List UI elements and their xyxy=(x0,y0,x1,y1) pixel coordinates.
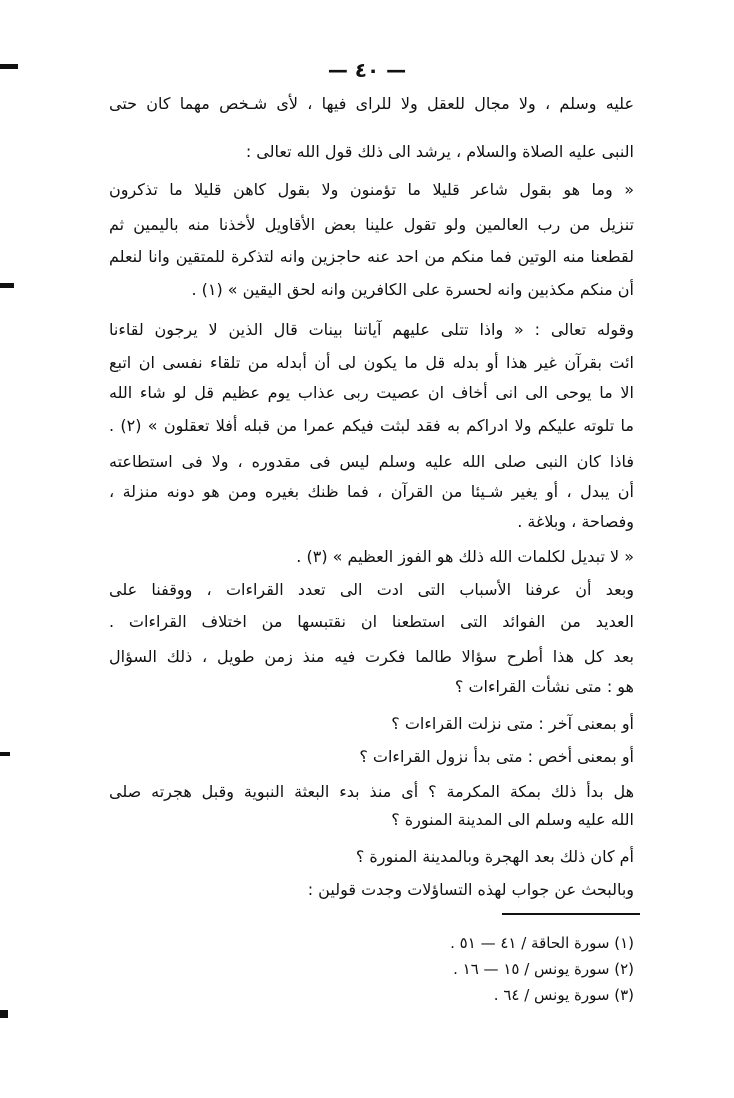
text-line: أو بمعنى أخص : متى بدأ نزول القراءات ؟ xyxy=(359,747,634,766)
quran-quote-line: أن منكم مكذبين وانه لحسرة على الكافرين وانه لحق اليقين » (١) . xyxy=(191,280,634,299)
page-number: — ٤٠ — xyxy=(327,58,407,82)
footnote: (١) سورة الحاقة / ٤١ — ٥١ . xyxy=(450,934,634,952)
text-line: وفصاحة ، وبلاغة . xyxy=(517,512,634,531)
footnote: (٣) سورة يونس / ٦٤ . xyxy=(493,986,634,1004)
footnote: (٢) سورة يونس / ١٥ — ١٦ . xyxy=(453,960,634,978)
text-line: عليه وسلم ، ولا مجال للعقل ولا للراى فيها ، لأى شـخص مهما كان حتى xyxy=(109,94,634,113)
quran-quote-line: ائت بقرآن غير هذا أو بدله قل ما يكون لى أن أبدله من تلقاء نفسى ان اتبع xyxy=(109,353,634,372)
text-line: هو : متى نشأت القراءات ؟ xyxy=(454,677,634,696)
quran-quote-line: « وما هو بقول شاعر قليلا ما تؤمنون ولا بقول كاهن قليلا ما تذكرون xyxy=(109,180,634,199)
quran-quote-line: ما تلوته عليكم ولا ادراكم به فقد لبثت فيكم عمرا من قبله أفلا تعقلون » (٢) . xyxy=(109,416,634,435)
text-line: فاذا كان النبى صلى الله عليه وسلم ليس فى مقدوره ، ولا فى استطاعته xyxy=(109,452,634,471)
text-line: وبعد أن عرفنا الأسباب التى ادت الى تعدد القراءات ، ووقفنا على xyxy=(109,580,634,599)
text-line: وبالبحث عن جواب لهذه التساؤلات وجدت قولين : xyxy=(307,880,634,899)
quran-quote-line: تنزيل من رب العالمين ولو تقول علينا بعض الأقاويل لأخذنا منه باليمين ثم xyxy=(109,215,634,234)
scan-edge-mark xyxy=(0,752,10,756)
text-line: أو بمعنى آخر : متى نزلت القراءات ؟ xyxy=(391,714,634,733)
text-line: العديد من الفوائد التى استطعنا ان نقتبسها من اختلاف القراءات . xyxy=(109,612,634,631)
quran-quote-line: وقوله تعالى : « واذا تتلى عليهم آياتنا بينات قال الذين لا يرجون لقاءنا xyxy=(109,320,634,339)
quran-quote-line: « لا تبديل لكلمات الله ذلك هو الفوز العظيم » (٣) . xyxy=(296,547,634,566)
text-line: الله عليه وسلم الى المدينة المنورة ؟ xyxy=(391,810,634,829)
text-line: أن يبدل ، أو يغير شـيئا من القرآن ، فما ظنك بغيره ومن هو دونه منزلة ، xyxy=(109,482,634,501)
text-line: أم كان ذلك بعد الهجرة وبالمدينة المنورة ؟ xyxy=(355,847,634,866)
text-line: النبى عليه الصلاة والسلام ، يرشد الى ذلك قول الله تعالى : xyxy=(245,142,634,161)
text-line: بعد كل هذا أطرح سؤالا طالما فكرت فيه منذ زمن طويل ، ذلك السؤال xyxy=(109,647,634,666)
footnote-separator xyxy=(502,913,640,915)
quran-quote-line: لقطعنا منه الوتين فما منكم من احد عنه حاجزين وانه لتذكرة للمتقين وانا لنعلم xyxy=(109,247,634,266)
quran-quote-line: الا ما يوحى الى انى أخاف ان عصيت ربى عذاب يوم عظيم قل لو شاء الله xyxy=(109,383,634,402)
scan-edge-mark xyxy=(0,283,14,288)
text-line: هل بدأ ذلك بمكة المكرمة ؟ أى منذ بدء البعثة النبوية وقبل هجرته صلى xyxy=(109,782,634,801)
scan-edge-mark xyxy=(0,1010,8,1018)
